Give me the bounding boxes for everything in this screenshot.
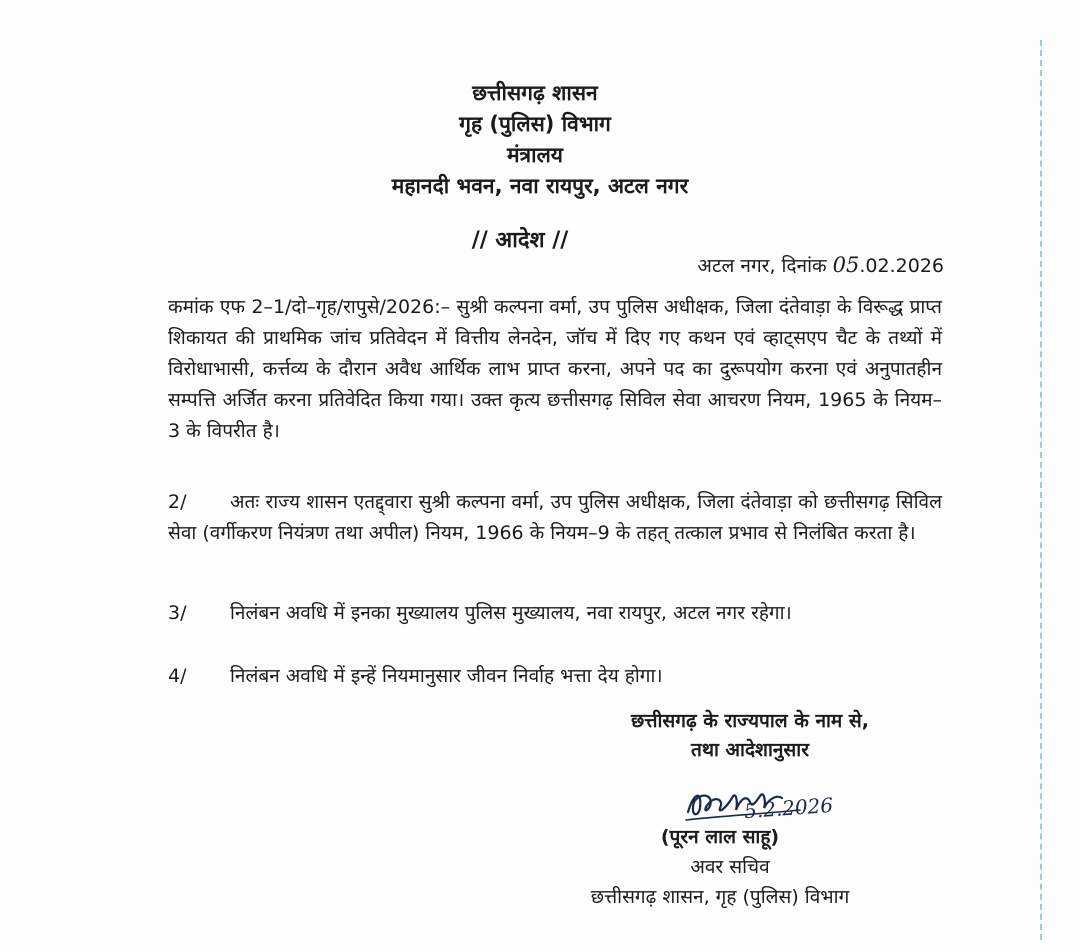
- letterhead-department: गृह (पुलिस) विभाग: [459, 112, 611, 136]
- officer-department: छत्तीसगढ़ शासन, गृह (पुलिस) विभाग: [590, 886, 850, 908]
- order-date-rest: .02.2026: [859, 255, 944, 277]
- paragraph-3-text: निलंबन अवधि में इनका मुख्यालय पुलिस मुख्यालय, नवा रायपुर, अटल नगर रहेगा।: [230, 602, 792, 624]
- letterhead-ministry: मंत्रालय: [506, 143, 563, 167]
- letterhead: [0, 78, 1080, 202]
- order-title: // आदेश //: [471, 228, 569, 253]
- paragraph-3-number: 3/: [168, 602, 187, 624]
- paragraph-4: [168, 661, 942, 692]
- signature-date-handwritten: 5.2.2026: [743, 792, 834, 824]
- paragraph-3: [168, 598, 942, 629]
- letterhead-government: छत्तीसगढ़ शासन: [472, 81, 598, 105]
- officer-designation: अवर सचिव: [690, 856, 770, 878]
- paragraph-2-text: अतः राज्य शासन एतद्द्वारा सुश्री कल्पना वर्मा, उप पुलिस अधीक्षक, जिला दंतेवाड़ा को छत्तीसगढ़ सिविल सेवा (वर्गीकरण नियंत्रण तथा अपील) नियम, 1966 के नियम–9 के तहत् तत्काल प्रभाव से निलंबित करता है।: [168, 491, 942, 544]
- letterhead-address: महानदी भवन, नवा रायपुर, अटल नगर: [391, 174, 689, 198]
- paragraph-4-text: निलंबन अवधि में इन्हें नियमानुसार जीवन निर्वाह भत्ता देय होगा।: [230, 665, 663, 687]
- officer-block: [560, 822, 940, 912]
- paragraph-2-number: 2/: [168, 491, 187, 513]
- paragraph-2: [168, 487, 942, 549]
- paragraph-4-number: 4/: [168, 665, 187, 687]
- officer-name: (पूरन लाल साहू): [660, 826, 780, 848]
- authority-block: [560, 707, 940, 765]
- paragraph-1: कमांक एफ 2–1/दो–गृह/रापुसे/2026:– सुश्री कल्पना वर्मा, उप पुलिस अधीक्षक, जिला दंतेवाड़ा के विरूद्ध प्राप्त शिकायत की प्राथमिक जांच प्रतिवेदन में वित्तीय लेनदेन, जॉच में दिए गए कथन एवं व्हाट्सएप चैट के तथ्यों में विरोधाभासी, कर्त्तव्य के दौरान अवैध आर्थिक लाभ प्राप्त करना, अपने पद का दुरूपयोग करना एवं अनुपातहीन सम्पत्ति अर्जित करना प्रतिवेदित किया गया। उक्त कृत्य छत्तीसगढ़ सिविल सेवा आचरण नियम, 1965 के नियम–3 के विपरीत है।: [168, 296, 942, 442]
- authority-line-2: तथा आदेशानुसार: [691, 739, 809, 761]
- order-date: [697, 252, 944, 278]
- order-date-day-handwritten: 05: [832, 253, 860, 277]
- order-date-prefix: अटल नगर, दिनांक: [697, 255, 827, 277]
- authority-line-1: छत्तीसगढ़ के राज्यपाल के नाम से,: [631, 710, 869, 732]
